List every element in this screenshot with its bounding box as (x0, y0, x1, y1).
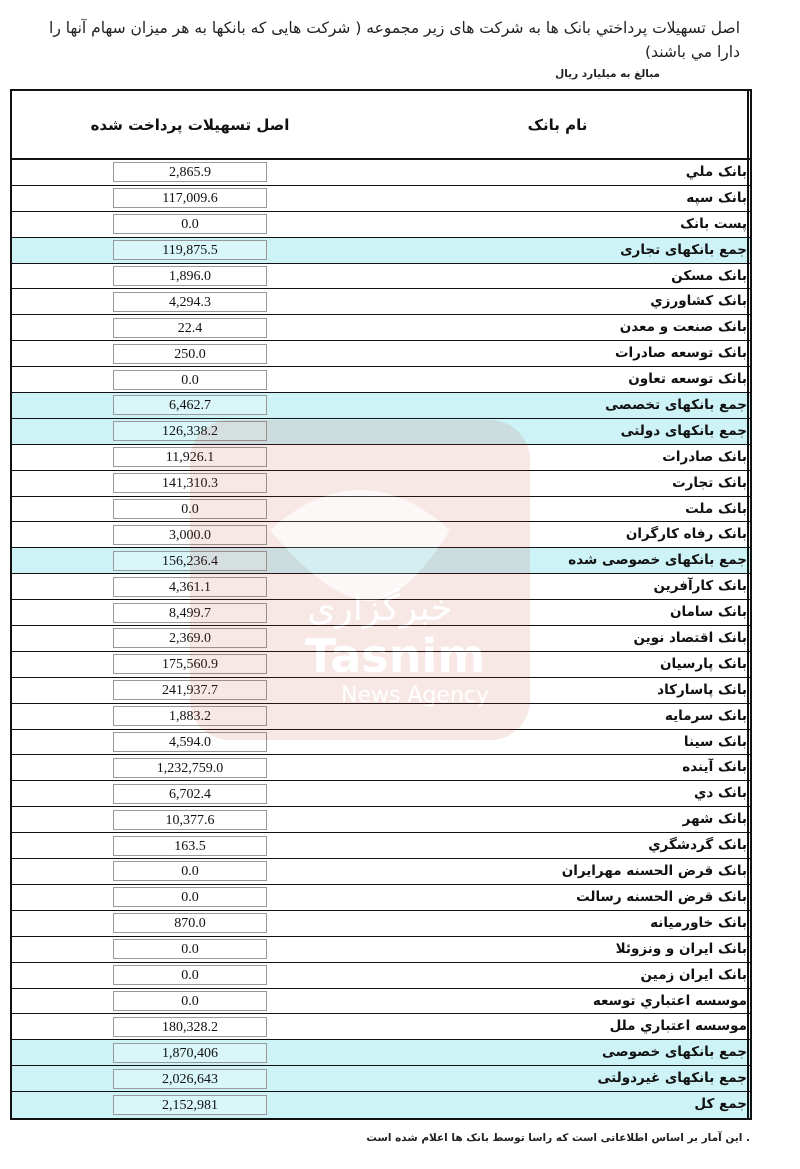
table-row (12, 678, 750, 704)
watermark-tagline: News Agency (340, 683, 490, 708)
value-cell (12, 704, 368, 729)
bank-name-cell: موسسه اعتباري ملل (368, 1014, 749, 1039)
value-cell (12, 341, 368, 366)
value-text: 2,026,643 (113, 1069, 267, 1089)
bank-name-cell: بانک اقتصاد نوین (368, 626, 749, 651)
total-row (12, 393, 750, 419)
value-text: 141,310.3 (113, 473, 267, 493)
value-text: 1,870,406 (113, 1043, 267, 1063)
total-row (12, 1066, 750, 1092)
value-text: 126,338.2 (113, 421, 267, 441)
total-row (12, 1040, 750, 1066)
value-cell (12, 367, 368, 392)
value-cell (12, 781, 368, 806)
page-title: اصل تسهیلات پرداختي بانک ها به شرکت های زیر مجموعه ( شرکت هایی که بانکها به هر میزان سهام آنها را دارا مي باشند) (49, 19, 740, 61)
value-cell (12, 212, 368, 237)
table-header (12, 91, 750, 160)
value-cell (12, 445, 368, 470)
value-column-header: اصل تسهیلات پرداخت شده (90, 115, 290, 134)
value-cell (12, 471, 368, 496)
table-row (12, 781, 750, 807)
value-text: 175,560.9 (113, 654, 267, 674)
bank-name-cell: بانک صادرات (368, 445, 749, 470)
table-row (12, 497, 750, 523)
value-cell (12, 755, 368, 780)
value-text: 163.5 (113, 836, 267, 856)
value-cell (12, 833, 368, 858)
value-cell (12, 911, 368, 936)
bank-name-cell: بانک سپه (368, 186, 749, 211)
value-text: 0.0 (113, 887, 267, 907)
value-text: 117,009.6 (113, 188, 267, 208)
value-text: 2,369.0 (113, 628, 267, 648)
bank-name-cell: بانک گردشگري (368, 833, 749, 858)
value-text: 1,232,759.0 (113, 758, 267, 778)
value-cell (12, 937, 368, 962)
value-cell (12, 497, 368, 522)
bank-name-cell: جمع بانکهای تخصصی (368, 393, 749, 418)
bank-name-cell: بانک ملت (368, 497, 749, 522)
table-row (12, 859, 750, 885)
bank-name-cell: بانک توسعه تعاون (368, 367, 749, 392)
value-text: 6,702.4 (113, 784, 267, 804)
value-text: 2,865.9 (113, 162, 267, 182)
bank-name-cell: بانک ایران زمین (368, 963, 749, 988)
value-cell (12, 1066, 368, 1091)
bank-name-cell: بانک سرمایه (368, 704, 749, 729)
value-text: 250.0 (113, 344, 267, 364)
table-row (12, 704, 750, 730)
footnote: . این آمار بر اساس اطلاعاتی است که راسا توسط بانک ها اعلام شده است (366, 1132, 750, 1144)
table-row (12, 600, 750, 626)
bank-name-cell: جمع بانکهای غیردولتی (368, 1066, 749, 1091)
bank-name-cell: بانک کشاورزي (368, 289, 749, 314)
bank-name-cell: موسسه اعتباري توسعه (368, 989, 749, 1014)
value-text: 180,328.2 (113, 1017, 267, 1037)
value-text: 1,896.0 (113, 266, 267, 286)
bank-name-cell: جمع بانکهای خصوصی (368, 1040, 749, 1065)
bank-name-cell: بانک سینا (368, 730, 749, 755)
table-row (12, 807, 750, 833)
table-row (12, 445, 750, 471)
value-cell (12, 522, 368, 547)
bank-name-cell: بانک دي (368, 781, 749, 806)
bank-name-cell: بانک رفاه کارگران (368, 522, 749, 547)
value-cell (12, 807, 368, 832)
table-row (12, 289, 750, 315)
bank-name-cell: بانک سامان (368, 600, 749, 625)
value-text: 4,594.0 (113, 732, 267, 752)
table-row (12, 315, 750, 341)
watermark-persian: خبرگزاری (307, 588, 453, 629)
total-row (12, 548, 750, 574)
bank-name-cell: بانک توسعه صادرات (368, 341, 749, 366)
bank-name-cell: بانک ملي (368, 160, 749, 185)
bank-name-cell: بانک شهر (368, 807, 749, 832)
value-cell (12, 989, 368, 1014)
value-cell (12, 186, 368, 211)
value-text: 4,361.1 (113, 577, 267, 597)
value-text: 0.0 (113, 861, 267, 881)
table-row (12, 755, 750, 781)
value-text: 0.0 (113, 370, 267, 390)
value-text: 0.0 (113, 965, 267, 985)
total-row (12, 1092, 750, 1118)
bank-name-cell: بانک قرض الحسنه مهرایران (368, 859, 749, 884)
table-row (12, 937, 750, 963)
value-text: 0.0 (113, 499, 267, 519)
value-cell (12, 600, 368, 625)
value-cell (12, 548, 368, 573)
value-text: 8,499.7 (113, 603, 267, 623)
table-row (12, 341, 750, 367)
value-text: 0.0 (113, 214, 267, 234)
bank-name-cell: بانک آینده (368, 755, 749, 780)
value-cell (12, 652, 368, 677)
table-row (12, 833, 750, 859)
value-text: 870.0 (113, 913, 267, 933)
value-cell (12, 730, 368, 755)
bank-name-cell: جمع کل (368, 1092, 749, 1118)
value-cell (12, 393, 368, 418)
table-row (12, 989, 750, 1015)
bank-name-cell: بانک خاورمیانه (368, 911, 749, 936)
bank-name-cell: بانک تجارت (368, 471, 749, 496)
value-text: 0.0 (113, 991, 267, 1011)
value-cell (12, 289, 368, 314)
value-cell (12, 315, 368, 340)
value-cell (12, 859, 368, 884)
table-row (12, 160, 750, 186)
value-text: 241,937.7 (113, 680, 267, 700)
bank-name-cell: بانک صنعت و معدن (368, 315, 749, 340)
table-row (12, 911, 750, 937)
table-body (12, 160, 750, 1118)
unit-note: مبالغ به میلیارد ریال (555, 68, 660, 80)
table-row (12, 652, 750, 678)
total-row (12, 238, 750, 264)
value-cell (12, 160, 368, 185)
table-row (12, 522, 750, 548)
value-cell (12, 264, 368, 289)
value-cell (12, 1092, 368, 1118)
table-row (12, 626, 750, 652)
bank-name-cell: بانک ایران و ونزوئلا (368, 937, 749, 962)
table-row (12, 264, 750, 290)
table-row (12, 212, 750, 238)
table-row (12, 471, 750, 497)
value-cell (12, 963, 368, 988)
table-row (12, 730, 750, 756)
table-row (12, 186, 750, 212)
total-row (12, 419, 750, 445)
value-text: 10,377.6 (113, 810, 267, 830)
bank-name-cell: بانک مسکن (368, 264, 749, 289)
table-row (12, 574, 750, 600)
value-cell (12, 238, 368, 263)
value-text: 6,462.7 (113, 395, 267, 415)
value-text: 4,294.3 (113, 292, 267, 312)
bank-name-cell: بانک قرض الحسنه رسالت (368, 885, 749, 910)
value-cell (12, 1040, 368, 1065)
value-text: 11,926.1 (113, 447, 267, 467)
bank-name-cell: پست بانک (368, 212, 749, 237)
name-column-header: نام بانک (368, 91, 749, 158)
value-text: 3,000.0 (113, 525, 267, 545)
value-cell (12, 1014, 368, 1039)
bank-name-cell: جمع بانکهای خصوصی شده (368, 548, 749, 573)
value-cell (12, 419, 368, 444)
watermark-brand: Tasnim (304, 629, 486, 683)
bank-name-cell: بانک پارسیان (368, 652, 749, 677)
value-cell (12, 626, 368, 651)
value-cell (12, 678, 368, 703)
bank-name-cell: بانک پاسارکاد (368, 678, 749, 703)
value-text: 0.0 (113, 939, 267, 959)
table-row (12, 963, 750, 989)
value-text: 1,883.2 (113, 706, 267, 726)
table-row (12, 367, 750, 393)
value-text: 119,875.5 (113, 240, 267, 260)
value-cell (12, 885, 368, 910)
value-text: 156,236.4 (113, 551, 267, 571)
value-text: 22.4 (113, 318, 267, 338)
value-cell (12, 574, 368, 599)
loans-table (10, 89, 752, 1120)
table-row (12, 885, 750, 911)
bank-name-cell: جمع بانکهای دولتی (368, 419, 749, 444)
bank-name-cell: بانک کارآفرین (368, 574, 749, 599)
value-text: 2,152,981 (113, 1095, 267, 1115)
bank-name-cell: جمع بانکهای تجاری (368, 238, 749, 263)
table-row (12, 1014, 750, 1040)
